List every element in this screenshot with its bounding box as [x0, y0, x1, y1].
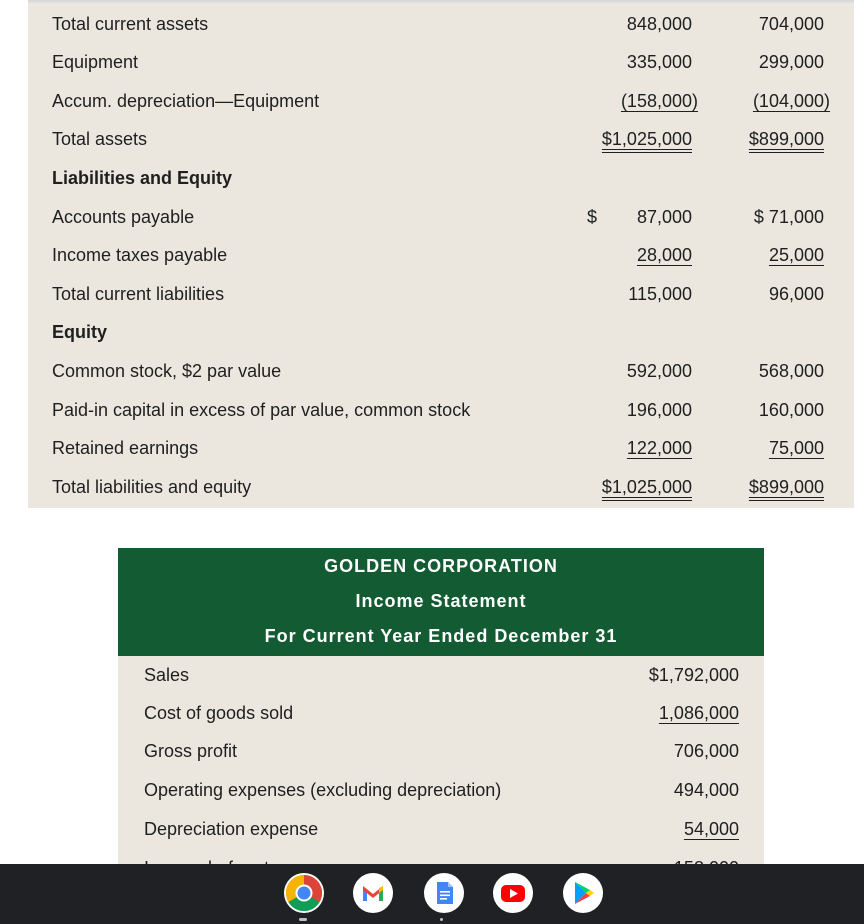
- row-value: $1,792,000: [648, 665, 739, 685]
- income-statement-header: [118, 548, 764, 656]
- table-row: [118, 694, 764, 732]
- table-row: [28, 198, 854, 236]
- row-label: Accounts payable: [52, 207, 195, 227]
- row-label: Retained earnings: [52, 438, 199, 458]
- youtube-icon[interactable]: [493, 873, 533, 913]
- prior-year-value: $ 71,000: [753, 207, 824, 227]
- row-label: Cost of goods sold: [144, 703, 294, 723]
- current-year-value: 848,000: [626, 14, 692, 34]
- prior-year-value: (104,000): [752, 91, 830, 111]
- prior-year-value: 704,000: [758, 14, 824, 34]
- current-year-value: (158,000): [620, 91, 698, 111]
- table-row: [28, 82, 854, 120]
- prior-year-value: $899,000: [748, 477, 824, 497]
- currency-sign: $: [587, 207, 598, 227]
- current-year-value: 196,000: [626, 400, 692, 420]
- running-indicator: [440, 918, 443, 921]
- row-label: Gross profit: [144, 741, 238, 761]
- row-value: 1,086,000: [658, 703, 739, 723]
- table-row: [28, 275, 854, 313]
- play-store-icon[interactable]: [563, 873, 603, 913]
- prior-year-value: 568,000: [758, 361, 824, 381]
- row-label: Paid-in capital in excess of par value, common stock: [52, 400, 471, 420]
- row-label: Equity: [52, 322, 108, 342]
- chrome-icon[interactable]: [284, 873, 324, 913]
- income-statement-body: [118, 656, 764, 864]
- table-row: [28, 120, 854, 158]
- current-year-value: 592,000: [626, 361, 692, 381]
- table-row: [118, 656, 764, 694]
- current-year-value: 122,000: [626, 438, 692, 458]
- statement-period: For Current Year Ended December 31: [264, 626, 618, 646]
- row-label: Total current liabilities: [52, 284, 225, 304]
- gmail-icon[interactable]: [353, 873, 393, 913]
- prior-year-value: 25,000: [768, 245, 824, 265]
- income-statement: [118, 548, 764, 864]
- prior-year-value: 299,000: [758, 52, 824, 72]
- table-row: [28, 429, 854, 467]
- row-label: Income taxes payable: [52, 245, 228, 265]
- row-label: Operating expenses (excluding depreciation): [144, 780, 502, 800]
- running-indicator: [299, 918, 307, 921]
- section-heading: [28, 159, 854, 197]
- row-label: Accum. depreciation—Equipment: [52, 91, 320, 111]
- company-name: GOLDEN CORPORATION: [324, 556, 558, 576]
- row-value: 494,000: [673, 780, 739, 800]
- prior-year-value: 96,000: [768, 284, 824, 304]
- prior-year-value: $899,000: [748, 129, 824, 149]
- prior-year-value: 160,000: [758, 400, 824, 420]
- current-year-value: 87,000: [636, 207, 692, 227]
- prior-year-value: 75,000: [768, 438, 824, 458]
- current-year-value: $1,025,000: [601, 477, 692, 497]
- table-row: [28, 468, 854, 506]
- current-year-value: 28,000: [636, 245, 692, 265]
- row-label: Equipment: [52, 52, 139, 72]
- current-year-value: 335,000: [626, 52, 692, 72]
- current-year-value: $1,025,000: [601, 129, 692, 149]
- table-row: [28, 5, 854, 43]
- row-value: 706,000: [673, 741, 739, 761]
- row-label: Total liabilities and equity: [52, 477, 252, 497]
- row-label: Sales: [144, 665, 190, 685]
- table-row: [118, 771, 764, 809]
- section-heading: [28, 313, 854, 351]
- row-value: 54,000: [683, 819, 739, 839]
- google-docs-icon[interactable]: [424, 873, 464, 913]
- statement-title: Income Statement: [355, 591, 527, 611]
- balance-sheet-table: [28, 5, 854, 508]
- table-row: [28, 43, 854, 81]
- row-label: Depreciation expense: [144, 819, 319, 839]
- current-year-value: 115,000: [628, 284, 692, 304]
- table-row: [28, 391, 854, 429]
- row-label: Total current assets: [52, 14, 209, 34]
- table-row: [28, 236, 854, 274]
- row-label: Total assets: [52, 129, 148, 149]
- row-label: Liabilities and Equity: [52, 168, 233, 188]
- row-label: Common stock, $2 par value: [52, 361, 282, 381]
- table-row: [118, 810, 764, 848]
- table-row: [28, 352, 854, 390]
- table-row: [118, 732, 764, 770]
